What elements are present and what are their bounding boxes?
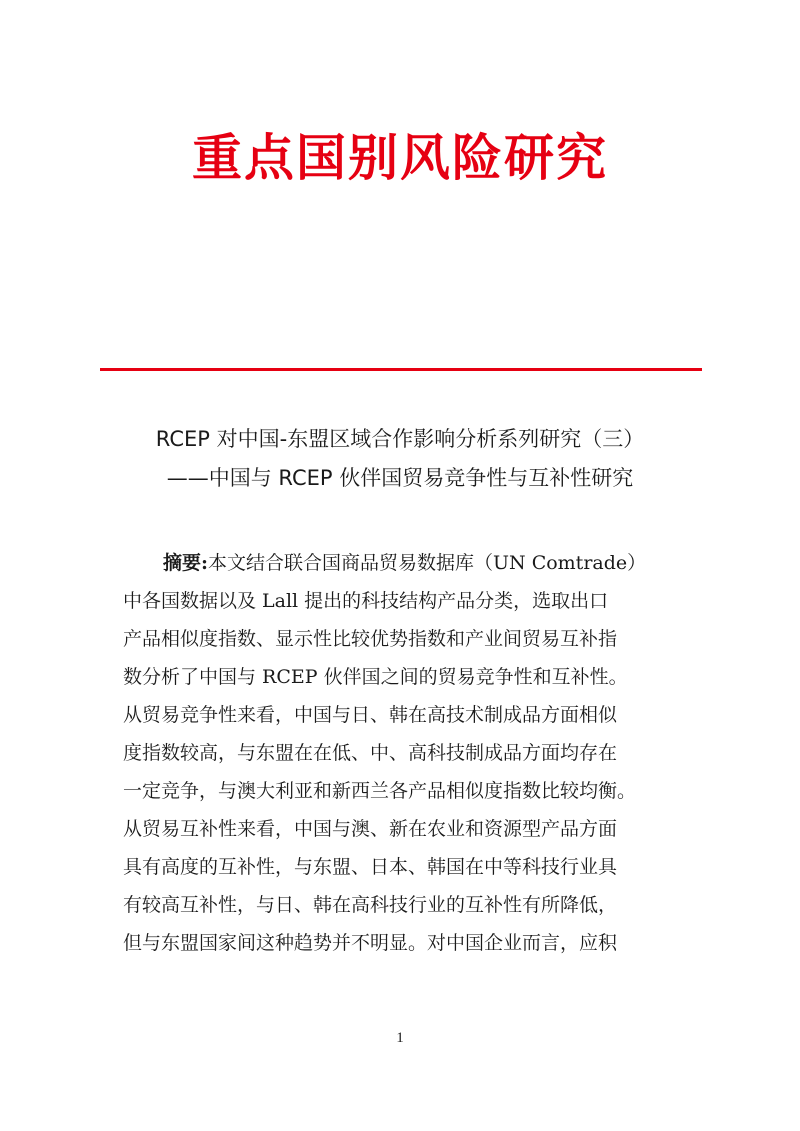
abstract-line: 度指数较高，与东盟在在低、中、高科技制成品方面均存在	[123, 742, 618, 764]
abstract-line: 摘要:本文结合联合国商品贸易数据库（UN Comtrade）	[163, 552, 647, 574]
abstract-line: 有较高互补性，与日、韩在高科技行业的互补性有所降低，	[123, 894, 618, 916]
abstract-body	[123, 544, 683, 962]
article-title-line-2: ——中国与 RCEP 伙伴国贸易竞争性与互补性研究	[166, 466, 634, 490]
page-number: 1	[396, 1030, 404, 1046]
abstract-line: 具有高度的互补性，与东盟、日本、韩国在中等科技行业具	[123, 856, 618, 878]
abstract-label: 摘要:	[163, 552, 209, 574]
abstract-line: 但与东盟国家间这种趋势并不明显。对中国企业而言，应积	[123, 932, 618, 954]
red-divider-line	[100, 368, 702, 371]
abstract-line: 数分析了中国与 RCEP 伙伴国之间的贸易竞争性和互补性。	[123, 666, 628, 688]
abstract-line: 产品相似度指数、显示性比较优势指数和产业间贸易互补指	[123, 628, 618, 650]
article-title-line-1: RCEP 对中国-东盟区域合作影响分析系列研究（三）	[155, 427, 645, 451]
report-series-title: 重点国别风险研究	[192, 128, 608, 187]
abstract-line: 一定竞争，与澳大利亚和新西兰各产品相似度指数比较均衡。	[123, 780, 637, 802]
abstract-line: 从贸易竞争性来看，中国与日、韩在高技术制成品方面相似	[123, 704, 618, 726]
abstract-line: 中各国数据以及 Lall 提出的科技结构产品分类，选取出口	[123, 590, 609, 612]
abstract-line: 从贸易互补性来看，中国与澳、新在农业和资源型产品方面	[123, 818, 618, 840]
